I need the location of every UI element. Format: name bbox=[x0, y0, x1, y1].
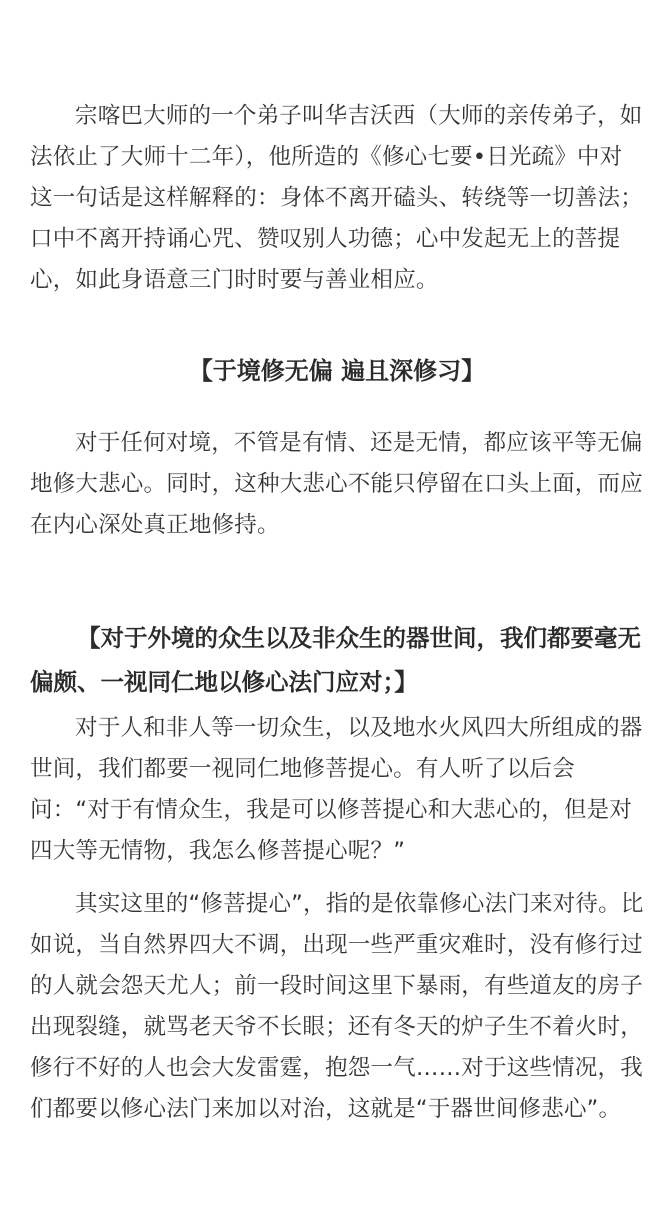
paragraph-mind-training-method: 其实这里的“修菩提心”，指的是依靠修心法门来对待。比如说，当自然界四大不调，出现一些严重灾难时，没有修行过的人就会怨天尤人；前一段时间这里下暴雨，有些道友的房子出现裂缝，就骂老天爷不长眼；还有冬天的炉子生不着火时，修行不好的人也会大发雷霆，抱怨一气……对于这些情况，我们都要以修心法门来加以对治，这就是“于器世间修悲心”。 bbox=[30, 891, 644, 1122]
paragraph-great-compassion: 对于任何对境，不管是有情、还是无情，都应该平等无偏地修大悲心。同时，这种大悲心不能只停留在口头上面，而应在内心深处真正地修持。 bbox=[30, 430, 643, 538]
section-heading-equanimity: 【于境修无偏 遍且深修习】 bbox=[188, 356, 486, 385]
section-heading-external-objects: 【对于外境的众生以及非众生的器世间，我们都要毫无偏颇、一视同仁地以修心法门应对；】 bbox=[30, 624, 641, 696]
article-body bbox=[30, 96, 644, 1130]
paragraph-disciple-explanation: 宗喀巴大师的一个弟子叫华吉沃西（大师的亲传弟子，如法依止了大师十二年），他所造的《修心七要•日光疏》中对这一句话是这样解释的：身体不离开磕头、转绕等一切善法；口中不离开持诵心咒、赞叹别人功德；心中发起无上的菩提心，如此身语意三门时时要与善业相应。 bbox=[30, 103, 643, 293]
paragraph-all-beings: 对于人和非人等一切众生，以及地水火风四大所组成的器世间，我们都要一视同仁地修菩提心。有人听了以后会问：“对于有情众生，我是可以修菩提心和大悲心的，但是对四大等无情物，我怎么修菩提心呢？” bbox=[30, 715, 643, 864]
